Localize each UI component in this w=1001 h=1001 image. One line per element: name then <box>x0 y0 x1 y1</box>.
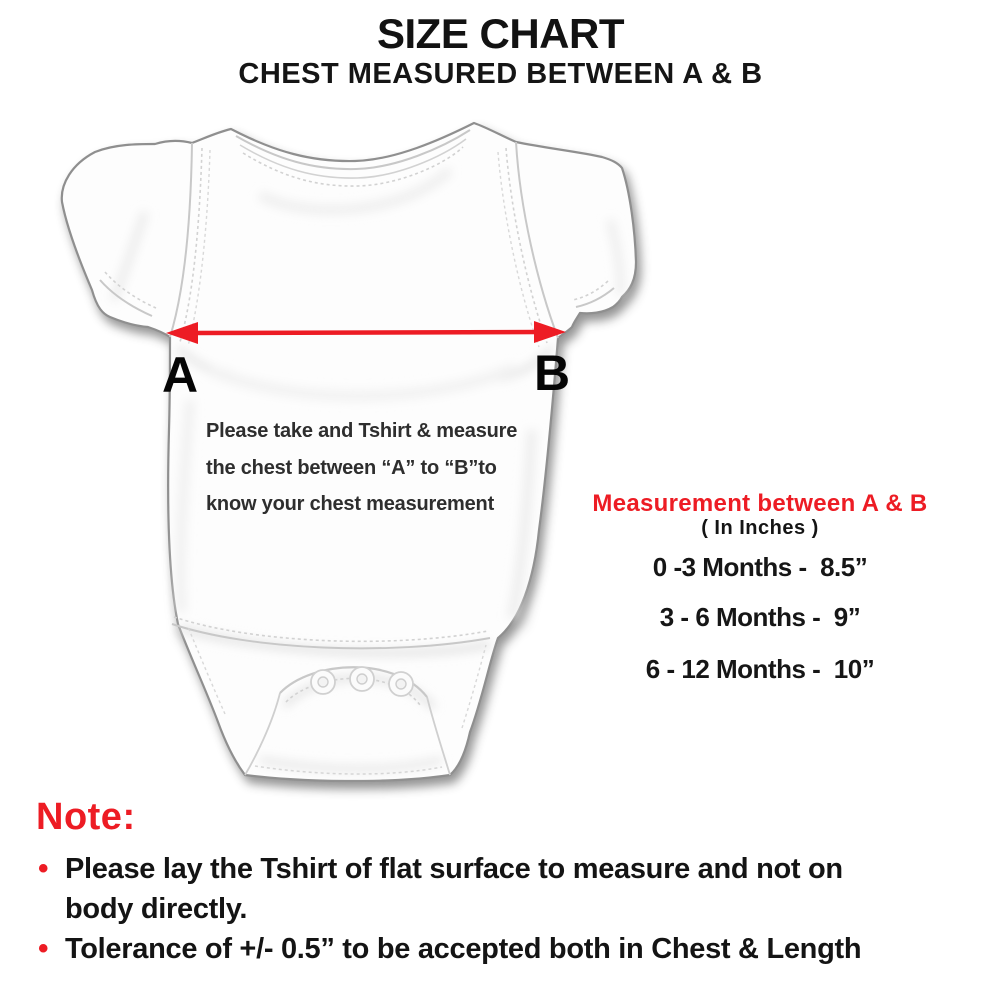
measurement-table <box>565 490 955 710</box>
bullet-icon: • <box>38 932 49 965</box>
point-a-label: A <box>162 347 199 403</box>
instruction-text <box>206 413 566 523</box>
size-row <box>565 602 955 633</box>
note-item <box>38 849 990 929</box>
note-list <box>38 849 990 969</box>
note-line: Tolerance of +/- 0.5” to be accepted both in Chest & Length <box>65 933 862 965</box>
note-item <box>38 929 990 969</box>
note-heading: Note: <box>36 796 136 838</box>
point-b-label: B <box>534 345 571 401</box>
instruction-line: the chest between “A” to “B”to <box>206 456 497 479</box>
measurement-heading: Measurement between A & B <box>592 490 928 517</box>
note-text <box>65 849 843 929</box>
age-range: 3 - 6 Months <box>659 602 806 632</box>
chest-size: 8.5” <box>820 552 868 582</box>
chest-size: 10” <box>833 654 875 684</box>
size-row <box>565 552 955 583</box>
note-text <box>65 929 861 969</box>
page-subtitle: CHEST MEASURED BETWEEN A & B <box>238 58 763 90</box>
arrowhead-right <box>534 321 566 343</box>
separator: - <box>805 602 834 632</box>
note-line: Please lay the Tshirt of flat surface to measure and not on <box>65 853 843 885</box>
arrowhead-left <box>166 322 198 344</box>
note-line: body directly. <box>65 893 248 925</box>
separator: - <box>805 654 834 684</box>
size-row <box>565 654 955 685</box>
chest-measure-arrow <box>158 316 574 350</box>
page-title: SIZE CHART <box>377 10 624 57</box>
age-range: 0 -3 Months <box>652 552 792 582</box>
chest-size: 9” <box>833 602 861 632</box>
bullet-icon: • <box>38 852 49 885</box>
age-range: 6 - 12 Months <box>645 654 806 684</box>
instruction-line: know your chest measurement <box>206 493 495 515</box>
separator: - <box>791 552 821 582</box>
instruction-line: Please take and Tshirt & measure <box>206 420 518 442</box>
unit-note: ( In Inches ) <box>701 517 819 539</box>
